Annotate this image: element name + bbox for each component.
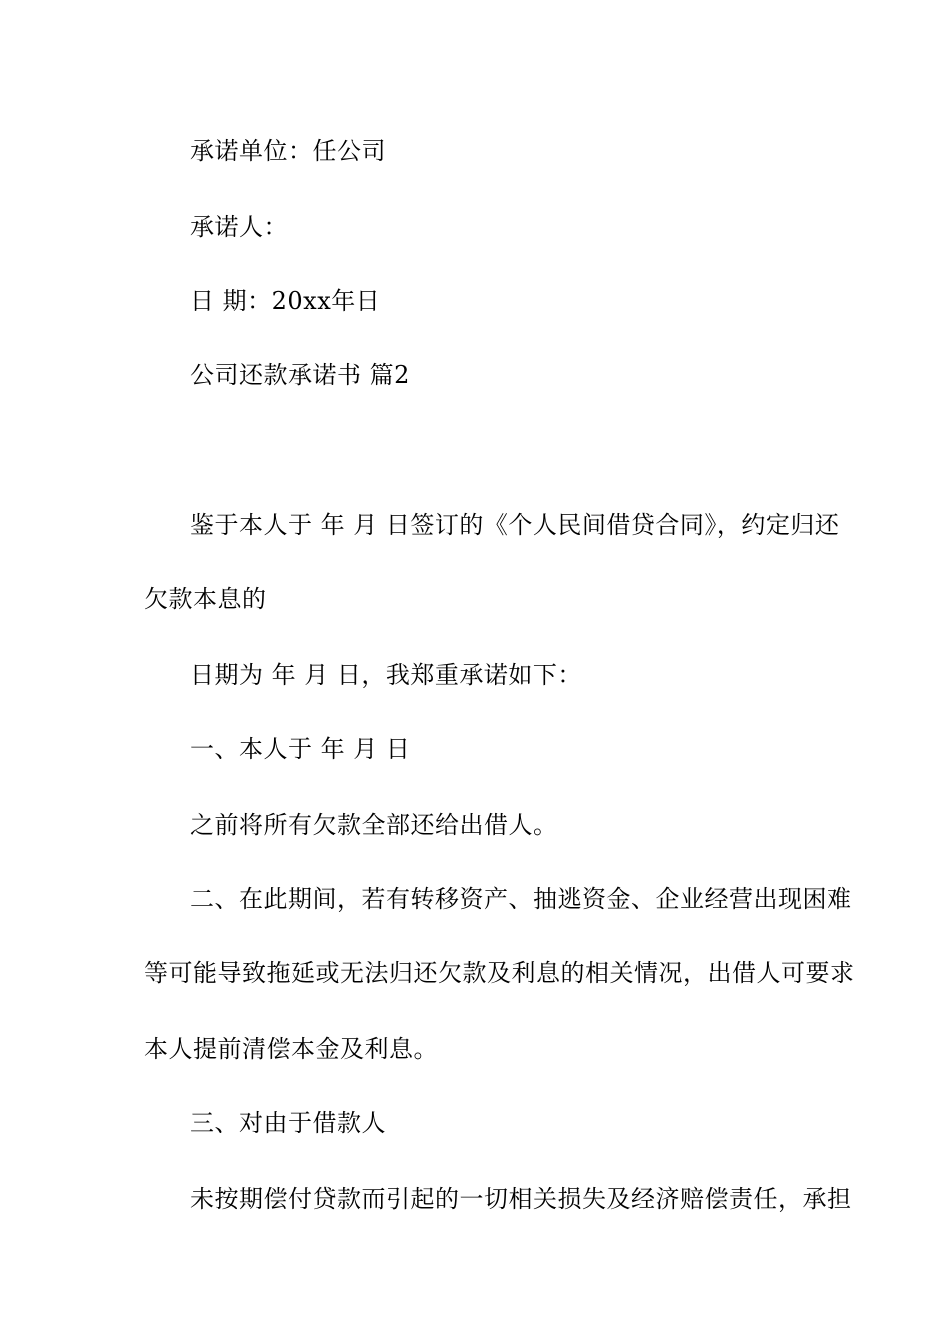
promisor-unit-line: 承诺单位：任公司 <box>190 137 386 165</box>
section-heading: 公司还款承诺书 篇2 <box>190 361 410 389</box>
paragraph-line: 等可能导致拖延或无法归还欠款及利息的相关情况，出借人可要求 <box>144 959 855 987</box>
paragraph-line: 欠款本息的 <box>144 585 267 613</box>
clause-two-line: 二、在此期间，若有转移资产、抽逃资金、企业经营出现困难 <box>190 885 852 913</box>
paragraph-line: 日期为 年 月 日，我郑重承诺如下： <box>190 661 582 689</box>
paragraph-line: 本人提前清偿本金及利息。 <box>144 1035 438 1063</box>
clause-one-line: 一、本人于 年 月 日 <box>190 735 411 763</box>
paragraph-line: 未按期偿付贷款而引起的一切相关损失及经济赔偿责任，承担 <box>190 1185 852 1213</box>
date-line: 日 期：20xx年日 <box>190 287 381 315</box>
clause-three-line: 三、对由于借款人 <box>190 1109 386 1137</box>
paragraph-line: 鉴于本人于 年 月 日签订的《个人民间借贷合同》，约定归还 <box>190 511 840 539</box>
promisor-line: 承诺人： <box>190 213 288 241</box>
paragraph-line: 之前将所有欠款全部还给出借人。 <box>190 811 558 839</box>
